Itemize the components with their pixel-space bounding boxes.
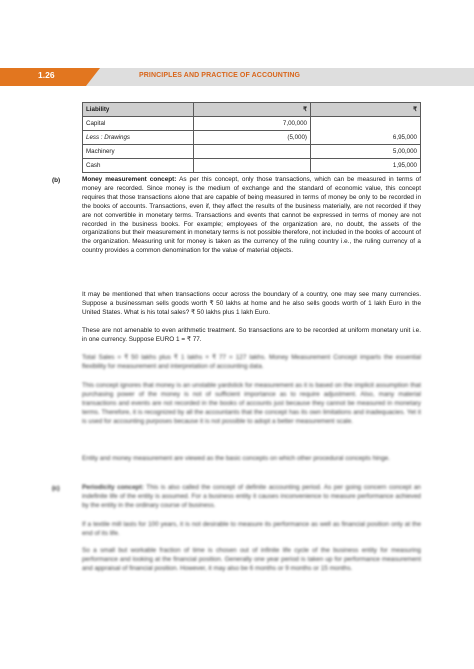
table-row (83, 145, 421, 159)
table-cell: (5,000) (194, 131, 311, 145)
table-cell (311, 117, 421, 131)
section-heading: Money measurement concept: (82, 176, 177, 183)
table-header-cell: ₹ (311, 103, 421, 117)
table-cell: 1,95,000 (311, 159, 421, 173)
paragraph: So a small but workable fraction of time is chosen out of infinite life cycle of the business entity for measuring performance and looking at the financial position. Generally one year period is taken up for performance measurement and appraisal of financial position. However, it may also be 6 months or 9 months or 15 months. (82, 547, 421, 572)
liability-table (82, 102, 421, 173)
table-cell: Machinery (83, 145, 194, 159)
paragraph (82, 336, 421, 345)
table-cell: 6,95,000 (311, 131, 421, 145)
table-cell: Capital (83, 117, 194, 131)
section-c-paragraph (82, 484, 421, 511)
paragraph: This concept ignores that money is an unstable yardstick for measurement as it is based on the implicit assumption that purchasing power of the money is not of sufficient importance as to require adjustment. Also, many material transactions and events are not recorded in the books of accounts just because they cannot be measured in monetary terms. Therefore, it is recognized by all the accountants that the concept has its own limitations and inadequacies. Yet it is used for accounting purposes because it is not possible to adopt a better measurement scale. (82, 382, 421, 425)
table-cell: 5,00,000 (311, 145, 421, 159)
table-cell: Less : Drawings (83, 131, 194, 145)
section-label: (c) (52, 485, 60, 492)
table-header-row (83, 103, 421, 117)
section-label: (b) (52, 177, 61, 184)
table-header-cell: Liability (83, 103, 194, 117)
table-cell (194, 159, 311, 173)
section-b-paragraph (82, 176, 421, 256)
section-body: This is also called the concept of definite accounting period. As per going concern concept an indefinite life of the entity is assumed. For a business entity it causes inconvenience to measure performance achieved by the entity in the ordinary course of business. (82, 484, 421, 509)
table-row (83, 117, 421, 131)
table-cell: Cash (83, 159, 194, 173)
section-body: As per this concept, only those transactions, which can be measured in terms of money are recorded. Since money is the medium of exchange and the standard of economic value, this concept requires that those transactions alone that are capable of being measured in terms of money be only to be recorded in the books of accounts. Transactions, even if, they affect the results of the business materially, are not recorded if they are not convertible in monetary terms. Transactions and events that cannot be expressed in terms of money are not recorded in the business books. For example; employees of the organization are, no doubt, the assets of the organizations but their measurement in monetary terms is not possible therefore, not included in the books of account of the organization. Measuring unit for money is taken as the currency of the ruling country i.e., the ruling currency of a country provides a common denomination for the value of material objects. (82, 176, 421, 255)
paragraph: These are not amenable to even arithmetic treatment. So transactions are to be recorded at uniform monetary unit i.e. in one currency. Suppose EURO 1 = ₹ 77. (82, 327, 421, 343)
table-row (83, 159, 421, 173)
running-title: PRINCIPLES AND PRACTICE OF ACCOUNTING (139, 72, 301, 79)
table-row (83, 131, 421, 145)
table-header-cell: ₹ (194, 103, 311, 117)
table-cell: 7,00,000 (194, 117, 311, 131)
paragraph: It may be mentioned that when transactions occur across the boundary of a country, one may see many currencies. Suppose a businessman sells goods worth ₹ 50 lakhs at home and he also sells goods worth of 1 lakh Euro in the United States. What is his total sales? ₹ 50 lakhs plus 1 lakh Euro. (82, 291, 421, 316)
paragraph: Entity and money measurement are viewed as the basic concepts on which other procedural concepts hinge. (82, 455, 390, 462)
page-number: 1.26 (38, 70, 55, 80)
section-heading: Periodicity concept: (82, 484, 144, 491)
paragraph: If a textile mill lasts for 100 years, it is not desirable to measure its performance as well as financial position only at the end of its life. (82, 521, 421, 537)
table-cell (194, 145, 311, 159)
paragraph: Total Sales = ₹ 50 lakhs plus ₹ 1 lakhs × ₹ 77 = 127 lakhs. Money Measurement Concept imparts the essential flexibility for measurement and interpretation of accounting data. (82, 354, 421, 370)
